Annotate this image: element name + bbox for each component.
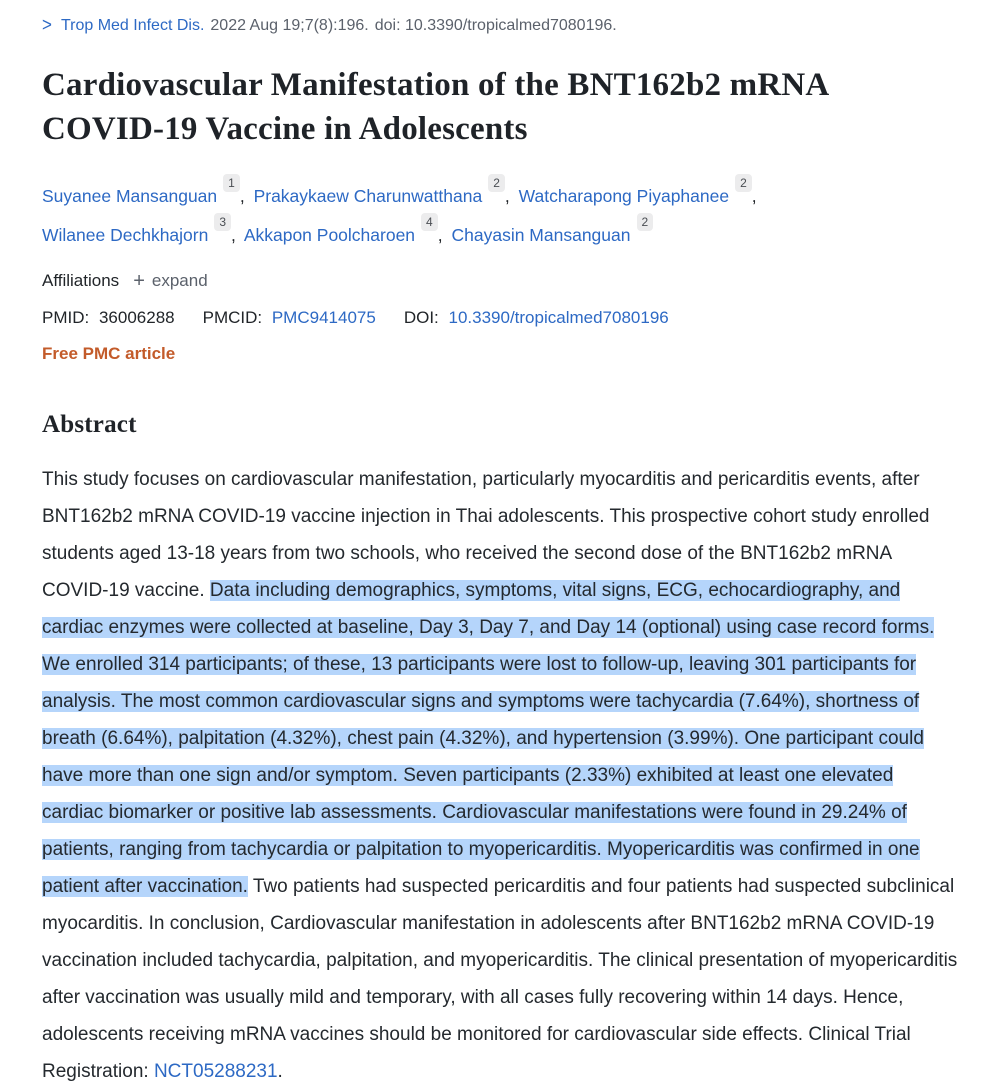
author-link[interactable]: Watcharapong Piyaphanee xyxy=(518,186,730,206)
author-link[interactable]: Suyanee Mansanguan xyxy=(42,186,218,206)
article-title: Cardiovascular Manifestation of the BNT162b2 mRNA COVID-19 Vaccine in Adolescents xyxy=(42,67,828,147)
chevron-right-icon[interactable]: > xyxy=(42,13,52,36)
abstract-heading: Abstract xyxy=(42,411,137,438)
author-item xyxy=(42,215,240,245)
author-affiliation-badge[interactable]: 4 xyxy=(421,213,438,231)
author-link[interactable]: Chayasin Mansanguan xyxy=(451,225,631,245)
author-item xyxy=(518,176,761,206)
author-separator: , xyxy=(504,186,510,206)
affiliations-row xyxy=(42,269,958,293)
author-item xyxy=(253,176,514,206)
affiliations-label: Affiliations xyxy=(42,271,120,290)
journal-citation-row xyxy=(42,14,958,37)
abstract-text xyxy=(42,461,958,1090)
author-affiliation-badge[interactable]: 3 xyxy=(214,213,231,231)
abstract-segment-after: Two patients had suspected pericarditis and four patients had suspected subclinical myocarditis. In conclusion, Cardiovascular manifestation in adolescents after BNT162b2 mRNA COVID-19 vaccination included tachycardia, palpitation, and myopericarditis. The clinical presentation of myopericarditis after vaccination was usually mild and temporary, with all cases fully recovering within 14 days. Hence, adolescents receiving mRNA vaccines should be monitored for cardiovascular side effects. Clinical Trial Registration: xyxy=(42,876,958,1082)
pmcid-link[interactable]: PMC9414075 xyxy=(271,308,376,327)
author-separator: , xyxy=(239,186,245,206)
pmid-label: PMID: xyxy=(42,308,90,327)
author-item xyxy=(451,215,657,245)
identifiers-row xyxy=(42,306,958,330)
pmcid-group xyxy=(203,306,376,330)
journal-link[interactable]: Trop Med Infect Dis. xyxy=(60,17,205,34)
author-separator: , xyxy=(751,186,757,206)
doi-link[interactable]: 10.3390/tropicalmed7080196 xyxy=(448,308,669,327)
author-link[interactable]: Akkapon Poolcharoen xyxy=(243,225,416,245)
authors-list xyxy=(42,177,822,255)
affiliations-expand-button[interactable] xyxy=(133,271,207,291)
citation-text: 2022 Aug 19;7(8):196. xyxy=(210,17,369,34)
selected-abstract-text: Data including demographics, symptoms, vital signs, ECG, echocardiography, and cardiac enzymes were collected at baseline, Day 3, Day 7, and Day 14 (optional) using case record forms. We enrolled 314 participants; of these, 13 participants were lost to follow-up, leaving 301 participants for analysis. The most common cardiovascular signs and symptoms were tachycardia (7.64%), shortness of breath (6.64%), palpitation (4.32%), chest pain (4.32%), and hypertension (3.99%). One participant could have more than one sign and/or symptom. Seven participants (2.33%) exhibited at least one elevated cardiac biomarker or positive lab assessments. Cardiovascular manifestations were found in 29.24% of patients, ranging from tachycardia or palpitation to myopericarditis. Myopericarditis was confirmed in one patient after vaccination. xyxy=(42,580,935,897)
author-affiliation-badge[interactable]: 2 xyxy=(637,213,654,231)
author-link[interactable]: Prakaykaew Charunwatthana xyxy=(253,186,483,206)
author-item xyxy=(42,176,249,206)
author-item xyxy=(243,215,447,245)
clinical-trial-link[interactable]: NCT05288231 xyxy=(153,1061,278,1082)
expand-label: expand xyxy=(151,271,208,290)
pmid-group xyxy=(42,306,175,330)
abstract-trailing-period: . xyxy=(277,1061,283,1082)
author-affiliation-badge[interactable]: 2 xyxy=(488,174,505,192)
abstract-segment-before: This study focuses on cardiovascular manifestation, particularly myocarditis and pericarditis events, after BNT162b2 mRNA COVID-19 vaccine injection in Thai adolescents. This prospective cohort study enrolled students aged 13-18 years from two schools, who received the second dose of the BNT162b2 mRNA COVID-19 vaccine. xyxy=(42,469,930,601)
author-affiliation-badge[interactable]: 2 xyxy=(735,174,752,192)
pmid-value: 36006288 xyxy=(98,308,175,327)
doi-label: DOI: xyxy=(403,308,439,327)
citation-doi-text: doi: 10.3390/tropicalmed7080196. xyxy=(374,17,617,34)
author-separator: , xyxy=(437,225,443,245)
author-link[interactable]: Wilanee Dechkhajorn xyxy=(42,225,209,245)
author-affiliation-badge[interactable]: 1 xyxy=(223,174,240,192)
free-pmc-article-label: Free PMC article xyxy=(42,344,176,363)
doi-group xyxy=(404,306,669,330)
plus-icon: + xyxy=(133,270,145,292)
pmcid-label: PMCID: xyxy=(202,308,263,327)
author-separator: , xyxy=(231,225,236,245)
